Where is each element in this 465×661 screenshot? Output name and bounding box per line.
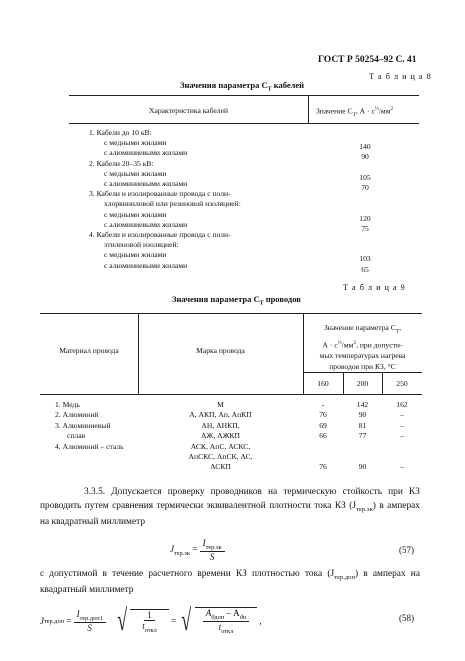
table9-value-200: 90 bbox=[358, 462, 367, 472]
eq57-fraction: $\frac{I_{тер.эк}}{S}$ bbox=[200, 538, 225, 562]
eq58-fraction-2: $\frac{1}{t_{откл}}$ bbox=[130, 609, 169, 634]
table8-col2-header: Значение $C_T$, $А \cdot c^{\frac{1}{2}}/мм^2$ bbox=[316, 106, 394, 119]
table9-col2-header: Марка провода bbox=[196, 346, 245, 355]
table8-row-value: 70 bbox=[361, 183, 369, 192]
table8-col1-header: Характеристика кабелей bbox=[148, 106, 229, 115]
page-header: ГОСТ Р 50254–92 С. 41 bbox=[318, 55, 417, 65]
table8-row-label: 4. Кабели и изолированные провода с поли- bbox=[89, 230, 231, 239]
table9-value-200: 142 bbox=[356, 400, 369, 409]
table8-row-label: с алюминиевыми жилами bbox=[104, 219, 188, 229]
eq58-fraction-1: $\frac{I_{тер.доп1}}{S}$ bbox=[74, 609, 106, 633]
table9-top-rule bbox=[40, 313, 422, 314]
equation-57: $J_{тер.эк}$ = $\frac{I_{тер.эк}}{S}$ bbox=[170, 538, 225, 562]
table8-row-label: хлорвиниловой или резиновой изоляцией: bbox=[104, 199, 241, 209]
temp-200: 200 bbox=[356, 379, 369, 388]
table8-row-label: с алюминиевыми жилами bbox=[104, 179, 188, 188]
paragraph-continuation: с допустимой в течение расчетного времени КЗ плотностью тока $(J_{тер.доп})$ в амперах на квадратный миллиметр bbox=[40, 569, 420, 596]
equation-58: J тер.доп = $\frac{I_{тер.доп1}}{S}$ √ $\frac{1}{t_{откл}}$ = √ $\frac{A_{ϑдоп} - A_{ϑн}}{t_{откл}}$ , bbox=[40, 604, 262, 637]
table9-mark: М bbox=[217, 400, 224, 409]
equation-57-number: (57) bbox=[399, 545, 414, 555]
table9-mark: АСКП bbox=[210, 462, 231, 472]
table9-mark: АСК, АпС, АСКС, bbox=[190, 441, 251, 451]
table8-row-label: с медными жилами bbox=[104, 168, 167, 178]
table9-mark: АЖ, АЖКП bbox=[201, 431, 240, 441]
table9-value-200: 90 bbox=[358, 410, 367, 420]
table8-row-label: 3. Кабели и изолированные провода с поли- bbox=[89, 189, 231, 199]
table9-header-rule bbox=[40, 394, 422, 395]
table9-col1-header: Материал провода bbox=[59, 346, 119, 355]
table8-row-value: 90 bbox=[361, 152, 369, 162]
table8-column-divider bbox=[308, 95, 309, 123]
table9-material: сплав bbox=[67, 431, 86, 441]
table8-row-label: с медными жилами bbox=[104, 250, 167, 260]
table9-mark: АпСКС, АпСК, АС, bbox=[188, 452, 253, 461]
table9-temp-rule bbox=[303, 372, 422, 373]
table8-row-value: 65 bbox=[361, 264, 369, 274]
table8-row-label: 1. Кабели до 10 кВ: bbox=[89, 128, 152, 137]
table9-material: 1. Медь bbox=[55, 400, 80, 409]
table9-material: 3. Алюминиевый bbox=[55, 420, 111, 430]
table8-caption: Значения параметра $C_T$ кабелей bbox=[180, 80, 305, 93]
table8-row-label: этиленовой изоляцией: bbox=[104, 240, 179, 250]
table9-value-250: – bbox=[400, 462, 404, 472]
table9-value-200: 81 bbox=[358, 420, 367, 430]
table9-value-250: 162 bbox=[396, 400, 408, 409]
table9-mark: А, АКП, Ап, АпКП bbox=[189, 410, 252, 420]
equation-58-number: (58) bbox=[399, 613, 414, 623]
table8-row-value: 105 bbox=[359, 172, 371, 182]
paragraph-3-3-5: 3.3.5. Допускается проверку проводников на термическую стойкость при КЗ проводить путем сравнения термически эквивалентной плотности тока КЗ $(J_{тер.эк})$ в амперах на квадратный миллиметр bbox=[40, 487, 420, 527]
table8-row-label: с алюминиевыми жилами bbox=[104, 260, 188, 270]
table9-caption: Значения параметра $C_T$ проводов bbox=[172, 294, 301, 307]
table9-material: 2. Алюминий bbox=[55, 410, 99, 420]
table9-value-250: – bbox=[400, 420, 404, 430]
table8-row-label: с алюминиевыми жилами bbox=[104, 148, 188, 158]
temp-250: 250 bbox=[396, 379, 408, 388]
table8-row-value: 120 bbox=[359, 213, 371, 223]
table8-row-label: с медными жилами bbox=[104, 209, 167, 219]
table9-mark: АН, АНКП, bbox=[201, 420, 240, 430]
table9-value-160: 69 bbox=[319, 420, 327, 430]
table8-row-label: 2. Кабели 20–35 кВ: bbox=[89, 158, 154, 168]
table8-row-value: 103 bbox=[359, 254, 371, 264]
table9-value-160: 76 bbox=[319, 410, 327, 420]
table9-value-160: 76 bbox=[319, 462, 327, 472]
table8-top-rule bbox=[69, 95, 419, 96]
table8-label: Т а б л и ц а 8 bbox=[369, 72, 432, 81]
table9-value-160: 66 bbox=[319, 431, 327, 441]
table8-row-value: 140 bbox=[359, 142, 371, 152]
table9-value-250: – bbox=[400, 431, 404, 441]
table9-col3-header: Значение параметра $C_T$, $А \cdot c^{\frac{1}{2}}/мм^2$, при допусти- мых температурах нагрева проводов при КЗ, °С bbox=[319, 323, 406, 372]
table8-row-value: 75 bbox=[361, 223, 369, 233]
table9-value-160: - bbox=[321, 400, 325, 409]
table9-value-250: – bbox=[400, 410, 404, 420]
table8-header-rule bbox=[69, 123, 419, 124]
eq58-fraction-3: $\frac{A_{ϑдоп} - A_{ϑн}}{t_{откл}}$ bbox=[195, 607, 257, 635]
table8-row-label: с медными жилами bbox=[104, 138, 167, 148]
temp-160: 160 bbox=[317, 379, 329, 388]
table9-value-200: 77 bbox=[358, 431, 367, 441]
table9-material: 4. Алюминий – сталь bbox=[55, 441, 124, 451]
table9-label: Т а б л и ц а 9 bbox=[343, 283, 406, 292]
